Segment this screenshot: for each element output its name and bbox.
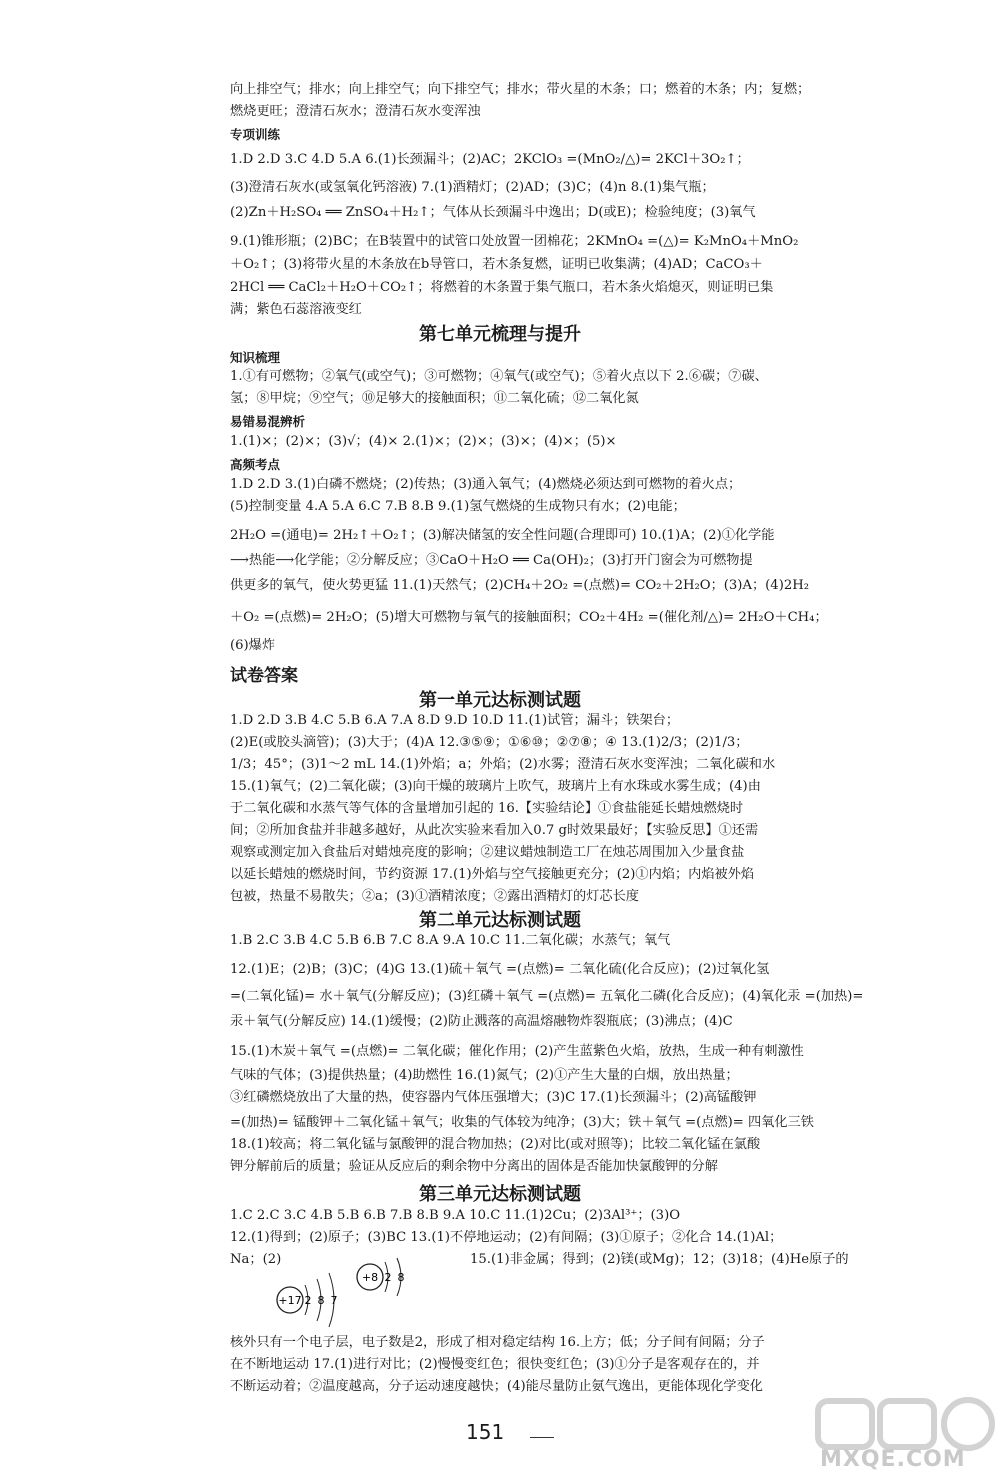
text-line: (2)Zn＋H₂SO₄ ══ ZnSO₄＋H₂↑；气体从长颈漏斗中逸出；D(或E)；检验纯度；(3)氧气 <box>230 205 756 220</box>
unit-title: 第七单元梳理与提升 <box>419 324 581 345</box>
text-line: 供更多的氧气，使火势更猛 11.(1)天然气；(2)CH₄＋2O₂ =(点燃)= CO₂＋2H₂O；(3)A；(4)2H₂ <box>230 578 810 593</box>
chlorine-atom-diagram <box>277 1273 338 1327</box>
nucleus-charge: +8 <box>361 1271 379 1284</box>
text-line: 不断运动着；②温度越高，分子运动速度越快；(4)能尽量防止氨气逸出，更能体现化学变化 <box>230 1379 763 1394</box>
text-line: (2)E(或胶头滴管)；(3)大于；(4)A 12.③⑤⑨；①⑥⑩；②⑦⑧；④ 13.(1)2/3；(2)1/3； <box>230 735 749 750</box>
text-line: 1/3；45°；(3)1～2 mL 14.(1)外焰；a；外焰；(2)水雾；澄清石灰水变浑浊；二氧化碳和水 <box>230 757 776 772</box>
text-line: 1.D 2.D 3.(1)白磷不燃烧；(2)传热；(3)通入氧气；(4)燃烧必须达到可燃物的着火点； <box>230 477 742 492</box>
text-line: 12.(1)得到；(2)原子；(3)BC 13.(1)不停地运动；(2)有间隔；(3)①原子；②化合 14.(1)Al； <box>230 1230 783 1245</box>
text-line: 2HCl ══ CaCl₂＋H₂O＋CO₂↑；将燃着的木条置于集气瓶口，若木条火焰熄灭，则证明已集 <box>230 280 774 295</box>
unit-title: 第二单元达标测试题 <box>419 910 581 931</box>
text-line: 1.C 2.C 3.C 4.B 5.B 6.B 7.B 8.B 9.A 10.C 11.(1)2Cu；(2)3Al³⁺；(3)O <box>230 1208 681 1223</box>
text-line: 满；紫色石蕊溶液变红 <box>230 302 362 317</box>
text-line: 18.(1)较高；将二氧化锰与氯酸钾的混合物加热；(2)对比(或对照等)；比较二氧化锰在氯酸 <box>230 1137 761 1152</box>
text-line: 汞＋氧气(分解反应) 14.(1)缓慢；(2)防止溅落的高温熔融物炸裂瓶底；(3)沸点；(4)C <box>230 1014 733 1029</box>
atom-structure-diagrams <box>265 1255 435 1335</box>
text-line: Na；(2) <box>230 1252 282 1267</box>
text-line: 氢；⑧甲烷；⑨空气；⑩足够大的接触面积；⑪二氧化硫；⑫二氧化氮 <box>230 391 639 406</box>
text-line: 15.(1)木炭＋氧气 =(点燃)= 二氧化碳；催化作用；(2)产生蓝紫色火焰，放热，生成一种有刺激性 <box>230 1044 804 1059</box>
text-line: 燃烧更旺；澄清石灰水；澄清石灰水变浑浊 <box>230 104 481 119</box>
shell-electrons: 2 <box>384 1271 392 1284</box>
text-line: (3)澄清石灰水(或氢氧化钙溶液) 7.(1)酒精灯；(2)AD；(3)C；(4)n 8.(1)集气瓶； <box>230 180 715 195</box>
text-line: =(二氧化锰)= 水＋氧气(分解反应)；(3)红磷＋氧气 =(点燃)= 五氧化二磷(化合反应)；(4)氧化汞 =(加热)= <box>230 989 864 1004</box>
text-line: 间；②所加食盐并非越多越好，从此次实验来看加入0.7 g时效果最好；【实验反思】①还需 <box>230 823 759 838</box>
unit-title: 第一单元达标测试题 <box>419 690 581 711</box>
text-line: 以延长蜡烛的燃烧时间，节约资源 17.(1)外焰与空气接触更充分；(2)①内焰；内焰被外焰 <box>230 867 755 882</box>
page-number: 151 <box>466 1420 505 1444</box>
text-line: 15.(1)非金属；得到；(2)镁(或Mg)；12；(3)18；(4)He原子的 <box>470 1252 849 1267</box>
text-line: (5)控制变量 4.A 5.A 6.C 7.B 8.B 9.(1)氢气燃烧的生成物只有水；(2)电能； <box>230 499 686 514</box>
text-line: 15.(1)氧气；(2)二氧化碳；(3)向干燥的玻璃片上吹气，玻璃片上有水珠或水雾生成；(4)由 <box>230 779 761 794</box>
page-number-dash <box>530 1437 554 1438</box>
text-line: =(加热)= 锰酸钾＋二氧化锰＋氧气；收集的气体较为纯净；(3)大；铁＋氧气 =(点燃)= 四氧化三铁 <box>230 1115 814 1130</box>
text-line: 核外只有一个电子层，电子数是2，形成了相对稳定结构 16.上方；低；分子间有间隔；分子 <box>230 1335 765 1350</box>
unit-title: 第三单元达标测试题 <box>419 1184 581 1205</box>
text-line: 在不断地运动 17.(1)进行对比；(2)慢慢变红色；很快变红色；(3)①分子是客观存在的，并 <box>230 1357 760 1372</box>
section-title: 试卷答案 <box>230 666 298 686</box>
watermark-text: MXQE.COM <box>820 1447 966 1472</box>
section-heading: 知识梳理 <box>230 350 281 365</box>
shell-electrons: 8 <box>397 1271 405 1284</box>
text-line: 观察或测定加入食盐后对蜡烛亮度的影响；②建议蜡烛制造工厂在烛芯周围加入少量食盐 <box>230 845 745 860</box>
text-line: 钾分解前后的质量；验证从反应后的剩余物中分离出的固体是否能加快氯酸钾的分解 <box>230 1159 718 1174</box>
section-heading: 专项训练 <box>230 127 281 142</box>
nucleus-charge: +17 <box>278 1294 302 1307</box>
text-line: ③红磷燃烧放出了大量的热，使容器内气体压强增大；(3)C 17.(1)长颈漏斗；(2)高锰酸钾 <box>230 1090 757 1105</box>
text-line: 2H₂O =(通电)= 2H₂↑＋O₂↑；(3)解决储氢的安全性问题(合理即可) 10.(1)A；(2)①化学能 <box>230 528 775 543</box>
text-line: 1.D 2.D 3.B 4.C 5.B 6.A 7.A 8.D 9.D 10.D 11.(1)试管；漏斗；铁架台； <box>230 713 680 728</box>
text-line: (6)爆炸 <box>230 638 276 653</box>
text-line: ＋O₂↑；(3)将带火星的木条放在b导管口，若木条复燃，证明已收集满；(4)AD；CaCO₃＋ <box>230 257 763 272</box>
text-line: 向上排空气；排水；向上排空气；向下排空气；排水；带火星的木条；口；燃着的木条；内；复燃； <box>230 82 811 97</box>
text-line: 于二氧化碳和水蒸气等气体的含量增加引起的 16.【实验结论】①食盐能延长蜡烛燃烧时 <box>230 801 744 816</box>
shell-electrons: 8 <box>317 1294 325 1307</box>
shell-electrons: 7 <box>330 1294 338 1307</box>
section-heading: 高频考点 <box>230 457 281 472</box>
text-line: 1.(1)×；(2)×；(3)√；(4)× 2.(1)×；(2)×；(3)×；(4)×；(5)× <box>230 434 617 449</box>
text-line: 气味的气体；(3)提供热量；(4)助燃性 16.(1)氮气；(2)①产生大量的白烟，放出热量； <box>230 1068 739 1083</box>
oxygen-ion-diagram <box>357 1258 405 1296</box>
text-line: 1.D 2.D 3.C 4.D 5.A 6.(1)长颈漏斗；(2)AC；2KClO₃ =(MnO₂/△)= 2KCl＋3O₂↑； <box>230 152 750 167</box>
text-line: 包被，热量不易散失；②a；(3)①酒精浓度；②露出酒精灯的灯芯长度 <box>230 889 639 904</box>
text-line: ⟶热能⟶化学能；②分解反应；③CaO＋H₂O ══ Ca(OH)₂；(3)打开门窗会为可燃物提 <box>230 553 753 568</box>
text-line: ＋O₂ =(点燃)= 2H₂O；(5)增大可燃物与氧气的接触面积；CO₂＋4H₂ =(催化剂/△)= 2H₂O＋CH₄； <box>230 610 828 625</box>
text-line: 1.B 2.C 3.B 4.C 5.B 6.B 7.C 8.A 9.A 10.C 11.二氧化碳；水蒸气；氧气 <box>230 933 671 948</box>
text-line: 1.①有可燃物；②氧气(或空气)；③可燃物；④氧气(或空气)；⑤着火点以下 2.⑥碳；⑦碳、 <box>230 369 768 384</box>
shell-electrons: 2 <box>304 1294 312 1307</box>
section-heading: 易错易混辨析 <box>230 414 306 429</box>
text-line: 9.(1)锥形瓶；(2)BC；在B装置中的试管口处放置一团棉花；2KMnO₄ =(△)= K₂MnO₄＋MnO₂ <box>230 234 799 249</box>
text-line: 12.(1)E；(2)B；(3)C；(4)G 13.(1)硫＋氧气 =(点燃)= 二氧化硫(化合反应)；(2)过氧化氢 <box>230 962 770 977</box>
